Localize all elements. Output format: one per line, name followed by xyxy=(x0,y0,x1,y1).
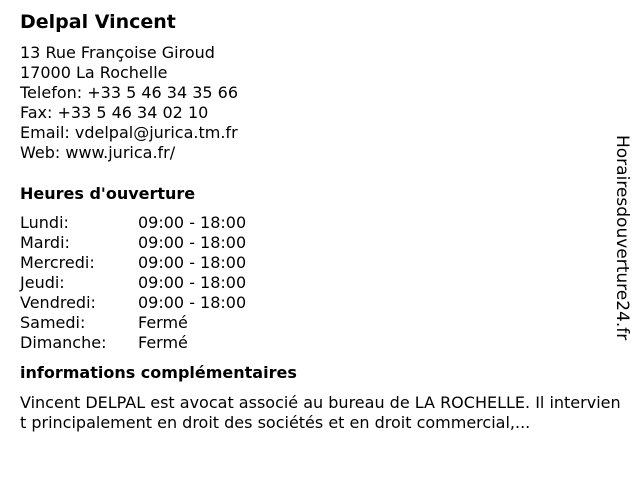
business-name: Delpal Vincent xyxy=(20,11,176,33)
fax-number: Fax: +33 5 46 34 02 10 xyxy=(20,103,209,122)
phone-number[interactable]: Telefon: +33 5 46 34 35 66 xyxy=(20,83,239,102)
hours-row xyxy=(20,333,620,353)
hours-row xyxy=(20,273,620,293)
hours-day: Vendredi: xyxy=(20,293,96,312)
hours-time: 09:00 - 18:00 xyxy=(138,273,247,292)
hours-row xyxy=(20,293,620,313)
hours-time: 09:00 - 18:00 xyxy=(138,293,247,312)
hours-time: Fermé xyxy=(138,333,188,352)
address-street: 13 Rue Françoise Giroud xyxy=(20,43,215,62)
hours-time: 09:00 - 18:00 xyxy=(138,213,247,232)
brand-watermark-text: Horairesdouverture24.fr xyxy=(612,135,632,341)
hours-row xyxy=(20,233,620,253)
business-card xyxy=(20,10,620,433)
hours-day: Mercredi: xyxy=(20,253,95,272)
contact-block xyxy=(20,43,620,163)
opening-hours-table xyxy=(20,213,620,353)
opening-hours-heading: Heures d'ouverture xyxy=(20,184,196,203)
address-city: 17000 La Rochelle xyxy=(20,63,168,82)
website-link[interactable]: Web: www.jurica.fr/ xyxy=(20,143,176,162)
hours-day: Lundi: xyxy=(20,213,69,232)
hours-row xyxy=(20,253,620,273)
hours-day: Jeudi: xyxy=(20,273,65,292)
hours-time: 09:00 - 18:00 xyxy=(138,253,247,272)
hours-time: Fermé xyxy=(138,313,188,332)
additional-info-heading: informations complémentaires xyxy=(20,363,297,382)
hours-time: 09:00 - 18:00 xyxy=(138,233,247,252)
brand-watermark xyxy=(612,135,632,345)
hours-row xyxy=(20,313,620,333)
hours-day: Mardi: xyxy=(20,233,70,252)
hours-row xyxy=(20,213,620,233)
email-address[interactable]: Email: vdelpal@jurica.tm.fr xyxy=(20,123,238,142)
hours-day: Samedi: xyxy=(20,313,86,332)
additional-info-text: Vincent DELPAL est avocat associé au bureau de LA ROCHELLE. Il intervient principalement en droit des sociétés et en droit commercial,... xyxy=(20,393,621,432)
hours-day: Dimanche: xyxy=(20,333,107,352)
